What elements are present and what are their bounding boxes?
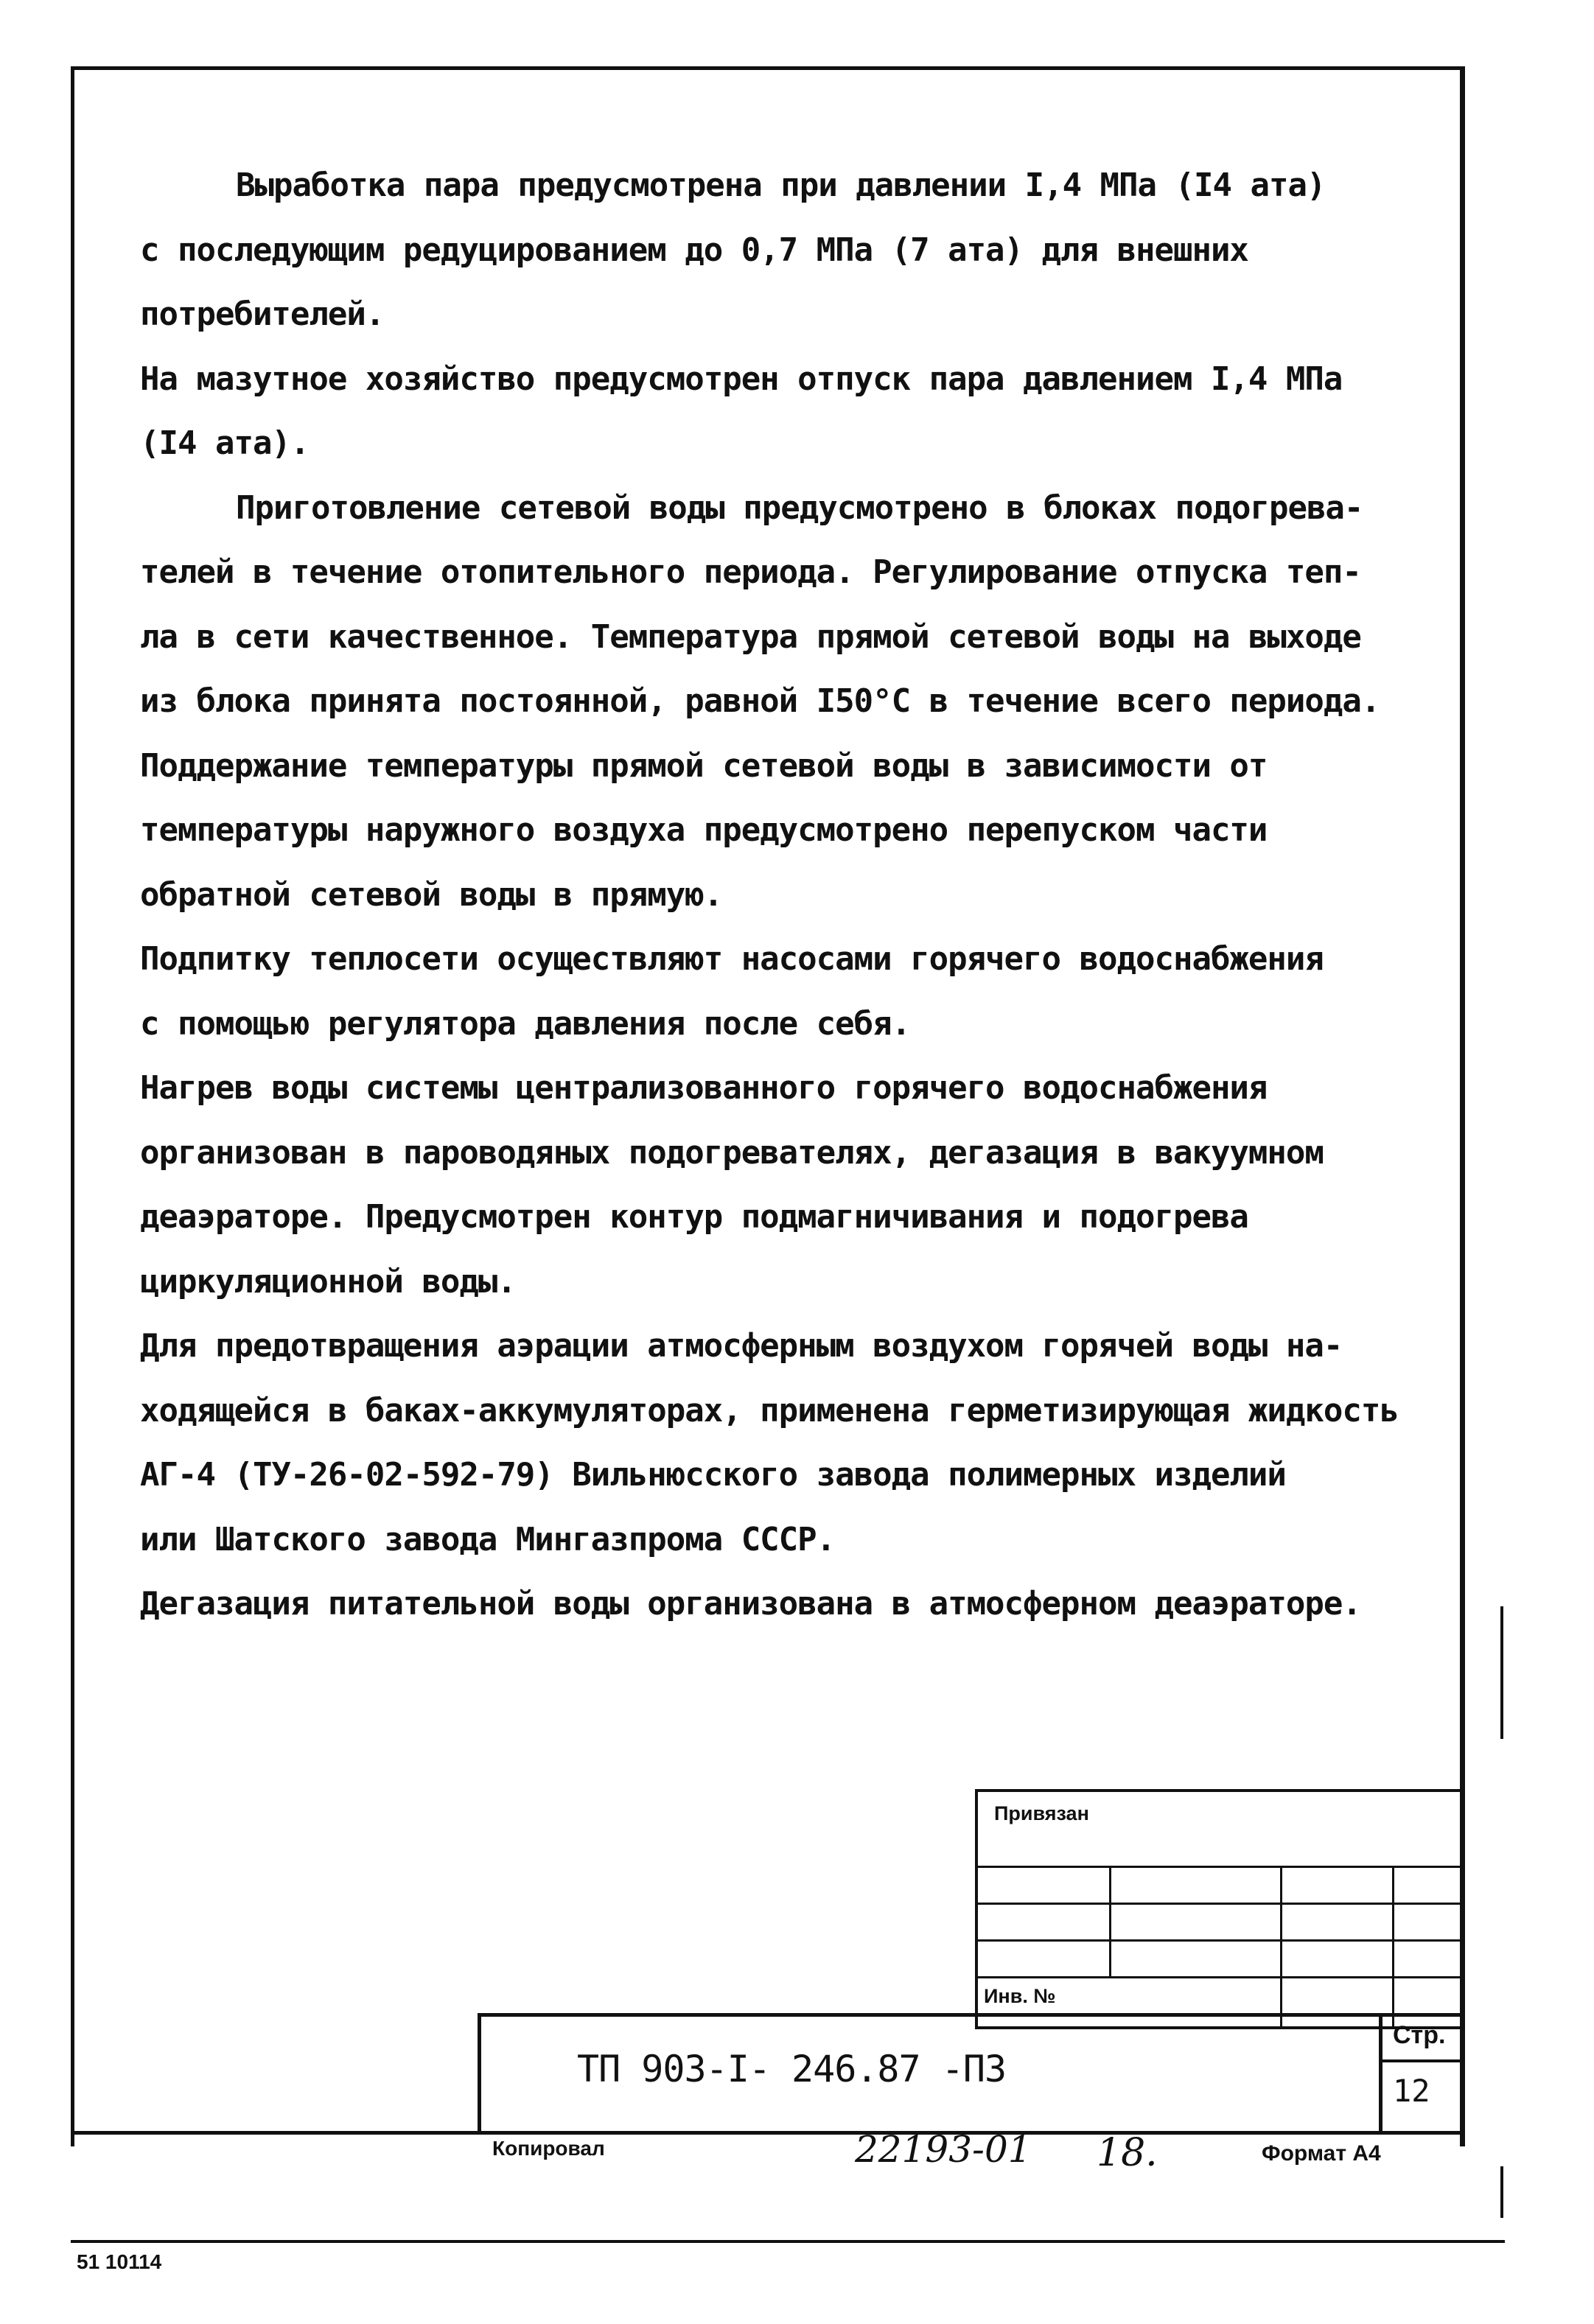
text-line: Для предотвращения аэрации атмосферным воздухом горячей воды на- [140,1327,1343,1365]
right-margin-mark-lower [1500,2166,1503,2218]
page-cell [1379,2017,1462,2135]
stamp-divider [978,1866,1461,1868]
text-line: Выработка пара предусмотрена при давлении I,4 МПа (I4 ата) [236,167,1326,204]
text-line: организован в пароводяных подогревателях, дегазация в вакуумном [140,1133,1324,1172]
text-line: Нагрев воды системы централизованного горячего водоснабжения [140,1069,1268,1107]
stamp-column [1392,1866,1394,2026]
bottom-trim-line [71,2240,1505,2243]
text-line: обратной сетевой воды в прямую. [140,875,723,914]
stamp-divider [978,1903,1461,1905]
stamp-column [1280,1866,1282,2026]
page-label: Стр. [1393,2021,1446,2049]
text-line: температуры наружного воздуха предусмотрено перепуском части [140,811,1268,849]
copied-label: Копировал [492,2137,605,2160]
linked-label: Привязан [994,1802,1089,1824]
text-line: с помощью регулятора давления после себя. [140,1004,911,1043]
handwritten-number: 22193-01 [855,2128,1032,2171]
stamp-divider [978,1939,1461,1942]
page-cell-divider [1382,2059,1462,2062]
text-line: Подпитку теплосети осуществляют насосами горячего водоснабжения [140,940,1324,978]
text-line: Дегазация питательной воды организована в атмосферном деаэраторе. [140,1585,1361,1623]
linkage-stamp [975,1789,1461,2029]
page-number: 12 [1393,2073,1430,2109]
inventory-number-label: Инв. № [984,1985,1056,2007]
document-body [140,153,1459,1637]
format-label: Формат А4 [1262,2141,1381,2166]
text-line: из блока принята постоянной, равной I50°С в течение всего периода. [140,682,1380,720]
text-line: деаэраторе. Предусмотрен контур подмагничивания и подогрева [140,1198,1248,1236]
text-line: циркуляционной воды. [140,1262,516,1301]
text-line: На мазутное хозяйство предусмотрен отпуск пара давлением I,4 МПа [140,360,1343,398]
stamp-column [1109,1866,1111,1976]
text-line: телей в течение отопительного периода. Регулирование отпуска теп- [140,553,1361,591]
handwritten-sheet: 18. [1097,2131,1158,2175]
text-line: или Шатского завода Мингазпрома СССР. [140,1520,836,1558]
text-line: Поддержание температуры прямой сетевой воды в зависимости от [140,746,1268,785]
text-line: потребителей. [140,295,385,333]
text-line: Приготовление сетевой воды предусмотрено в блоках подогрева- [236,489,1363,527]
document-code: ТП 903-I- 246.87 -ПЗ [577,2048,1007,2090]
text-line: с последующим редуцированием до 0,7 МПа (7 ата) для внешних [140,231,1248,269]
title-block [478,2013,1462,2135]
stamp-divider [978,1976,1461,1978]
right-margin-mark [1500,1606,1503,1739]
form-code: 51 10114 [77,2250,162,2273]
text-line: ла в сети качественное. Температура прямой сетевой воды на выходе [140,617,1361,656]
text-line: АГ-4 (ТУ-26-02-592-79) Вильнюсского завода полимерных изделий [140,1456,1286,1494]
text-line: (I4 ата). [140,424,310,462]
text-line: ходящейся в баках-аккумуляторах, применена герметизирующая жидкость [140,1391,1399,1429]
